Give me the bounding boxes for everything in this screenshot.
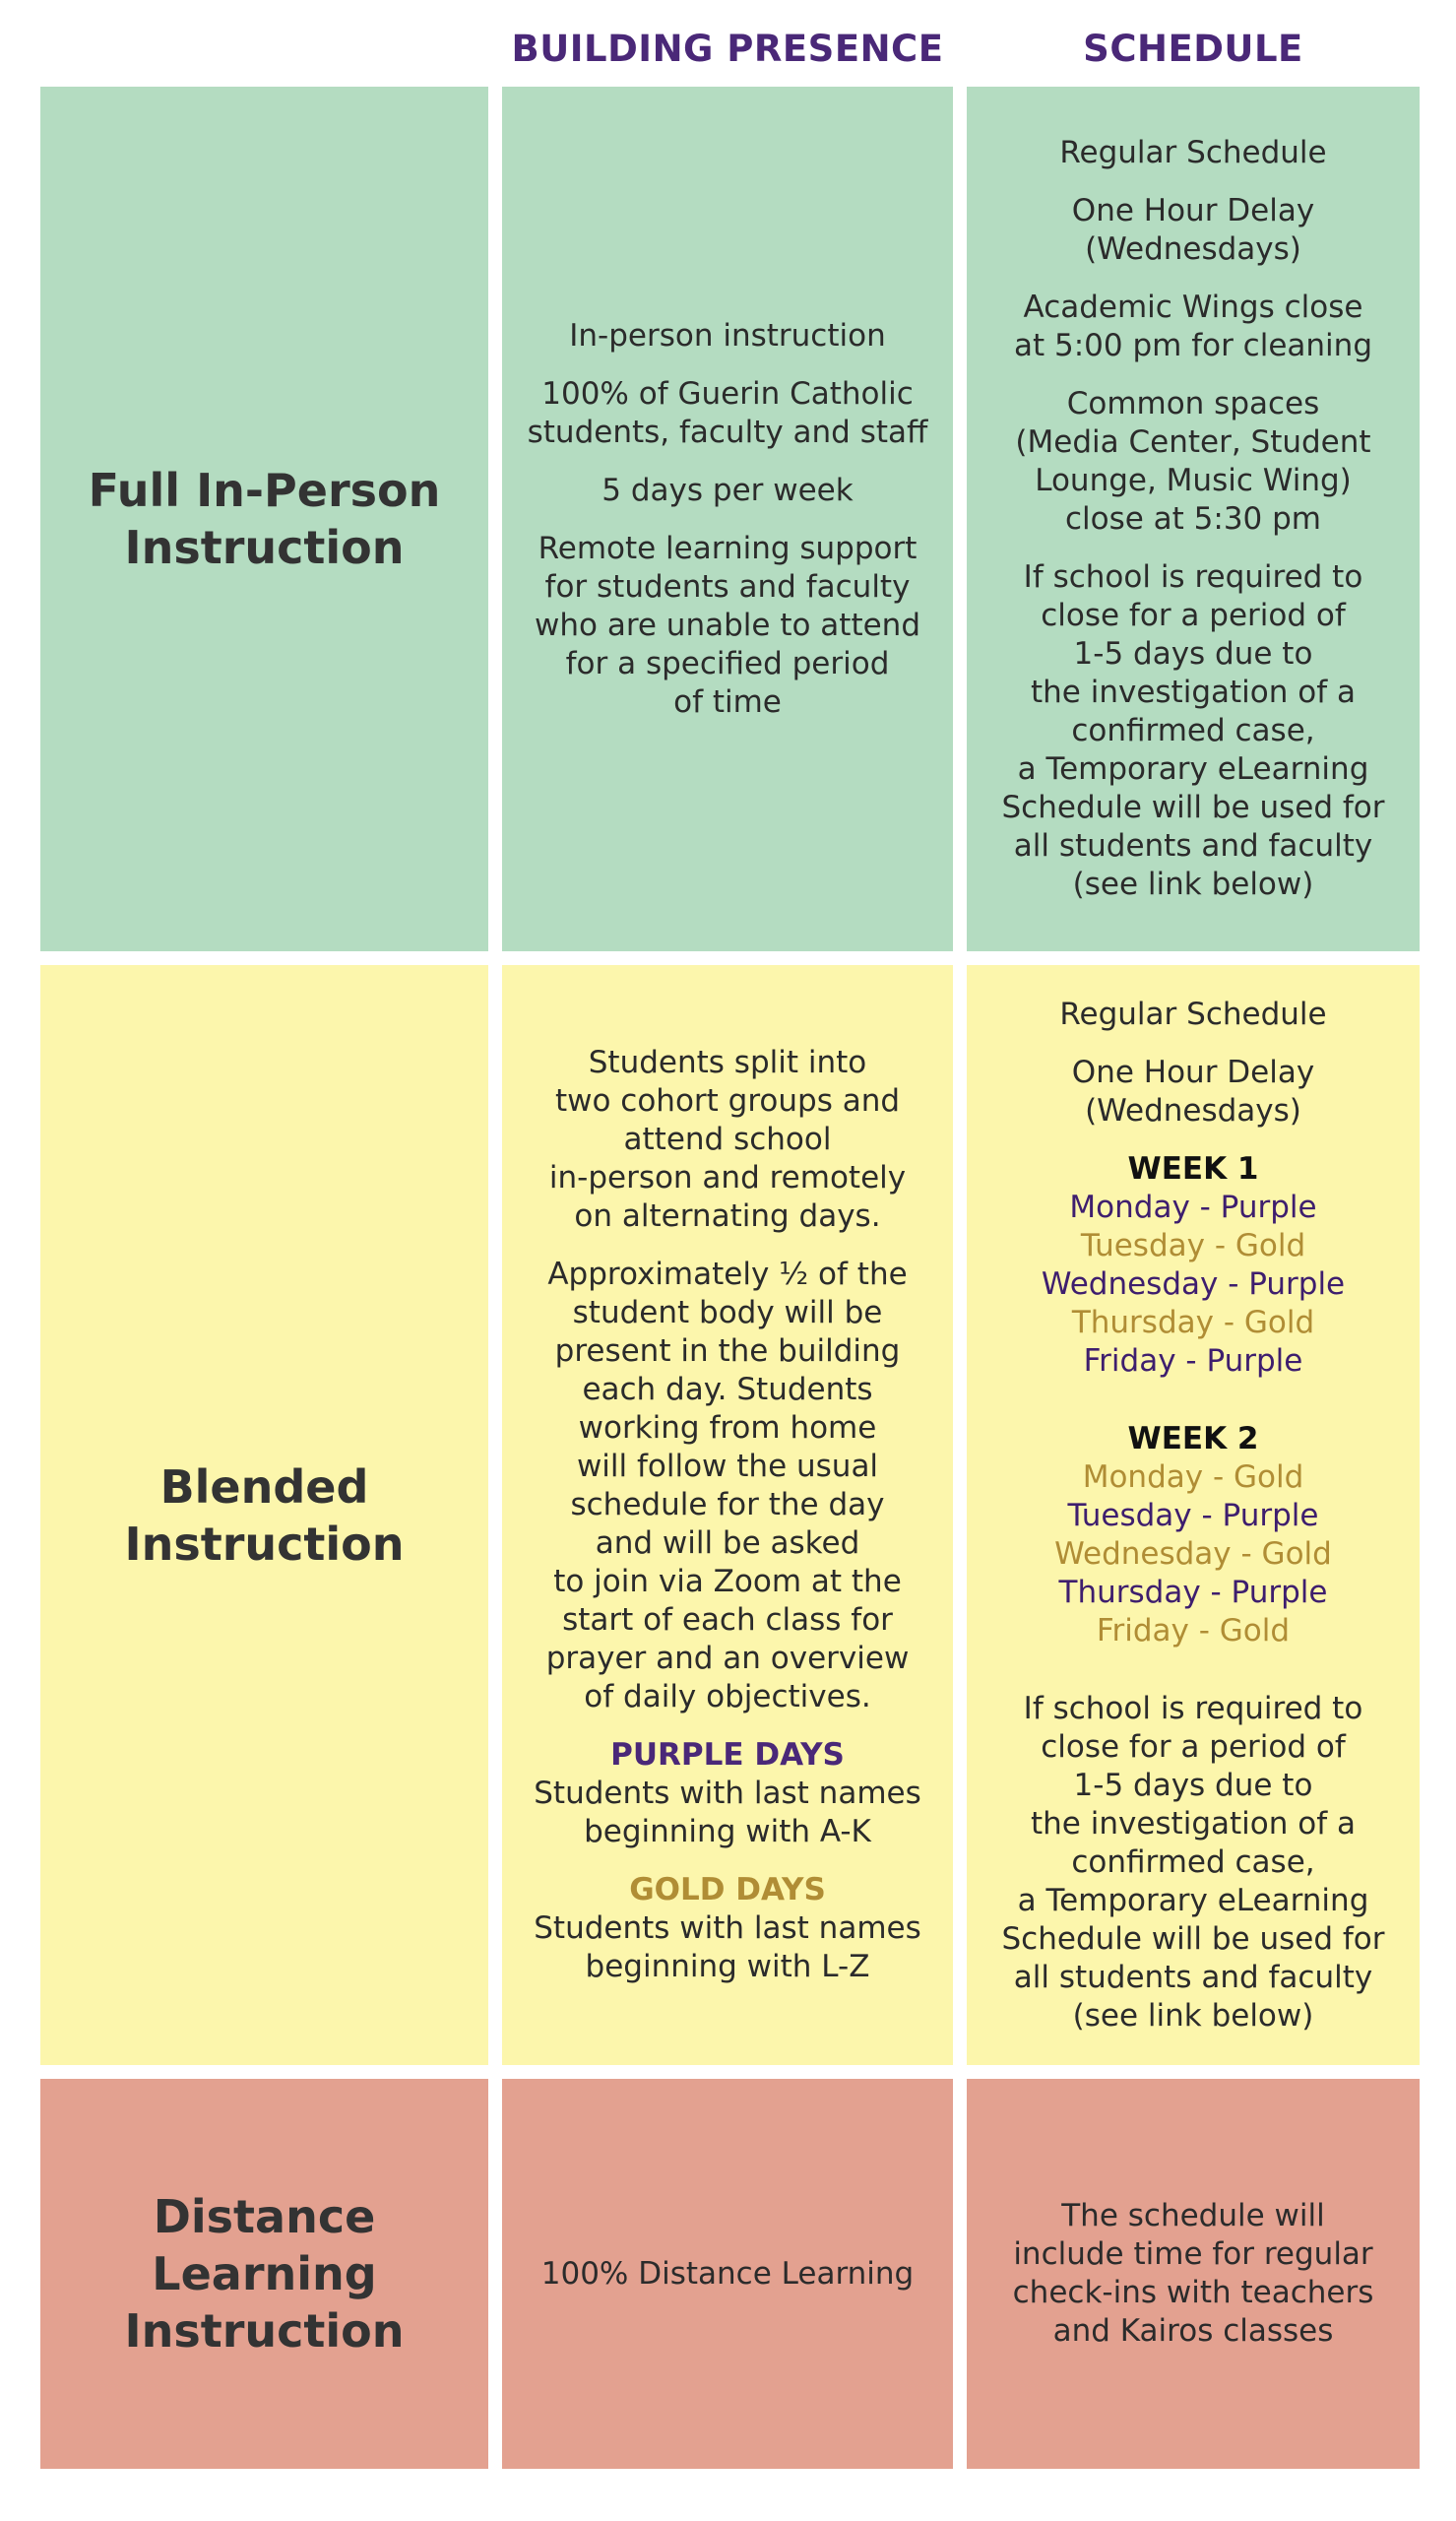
week-2-day: Friday - Gold [1096,1612,1291,1648]
purple-days-label: PURPLE DAYS [610,1737,845,1773]
full-schedule-text: Regular Schedule [1059,135,1327,170]
header-building-presence: BUILDING PRESENCE [511,28,944,70]
gold-days-text: Students with last names beginning with L-Z [534,1910,921,1984]
gold-days-label: GOLD DAYS [629,1872,826,1907]
purple-days-text: Students with last names beginning with A-K [534,1776,921,1849]
full-building-text: 100% of Guerin Catholic students, faculty and staff [527,375,928,450]
row-label-line: Learning [152,2247,377,2300]
blended-regular-schedule: Regular Schedule [1059,996,1327,1032]
week-1-day: Wednesday - Purple [1041,1265,1346,1302]
week-1-day: Thursday - Gold [1071,1304,1315,1340]
blended-building-presence-cell [502,965,953,2065]
full-building-text: In-person instruction [569,317,886,354]
row-label-line: Distance [153,2190,376,2243]
row-label-line: Instruction [124,1517,405,1571]
distance-schedule-text: The schedule will include time for regular check-ins with teachers and Kairos classes [1012,2198,1374,2349]
week-2-day: Wednesday - Gold [1054,1535,1332,1572]
header-schedule: SCHEDULE [1083,28,1303,70]
distance-building-presence-cell [502,2079,953,2469]
week-1-title: WEEK 1 [1127,1150,1259,1187]
row-label-line: Instruction [124,521,405,574]
full-building-presence-cell [502,87,953,951]
week-2-day: Monday - Gold [1082,1458,1304,1495]
blended-closure-text: If school is required to close for a period of 1-5 days due to the investigation of a confirmed case, a Temporary eLearning Schedule will be used for all students and faculty (see link below) [1001,1690,1385,2034]
full-building-text: Remote learning support for students and faculty who are unable to attend for a specified period of time [535,530,920,720]
row-label-distance-learning [40,2079,488,2469]
row-label-line: Full In-Person [88,464,441,517]
full-building-text: 5 days per week [601,472,854,508]
full-schedule-text: Common spaces (Media Center, Student Lounge, Music Wing) close at 5:30 pm [1015,386,1371,537]
week-2-day: Tuesday - Purple [1067,1497,1319,1533]
distance-building-text: 100% Distance Learning [540,2255,915,2292]
full-schedule-text: If school is required to close for a period of 1-5 days due to the investigation of a confirmed case, a Temporary eLearning Schedule will be used for all students and faculty (see link below) [1001,559,1385,902]
row-label-full-in-person [40,87,488,951]
blended-schedule-cell [967,965,1420,2065]
full-schedule-cell [967,87,1420,951]
blended-one-hour-delay: One Hour Delay (Wednesdays) [1071,1054,1315,1129]
blended-building-text: Approximately ½ of the student body will be present in the building each day. Students working from home will follow the usual schedule for the day and will be asked to join via Zoom at the start of each class for prayer and an overview of daily objectives. [545,1257,910,1714]
row-label-line: Blended [159,1459,369,1514]
week-2-day: Thursday - Purple [1058,1574,1328,1610]
week-1-day: Friday - Purple [1083,1342,1303,1379]
distance-schedule-cell [967,2079,1420,2469]
row-label-line: Instruction [124,2304,405,2358]
row-label-blended [40,965,488,2065]
week-1-day: Monday - Purple [1069,1189,1317,1225]
blended-building-text: Students split into two cohort groups and attend school in-person and remotely on alternating days. [548,1045,907,1234]
week-1-day: Tuesday - Gold [1080,1227,1306,1263]
week-2-title: WEEK 2 [1127,1420,1259,1456]
full-schedule-text: One Hour Delay (Wednesdays) [1071,193,1315,267]
full-schedule-text: Academic Wings close at 5:00 pm for cleaning [1014,290,1372,363]
